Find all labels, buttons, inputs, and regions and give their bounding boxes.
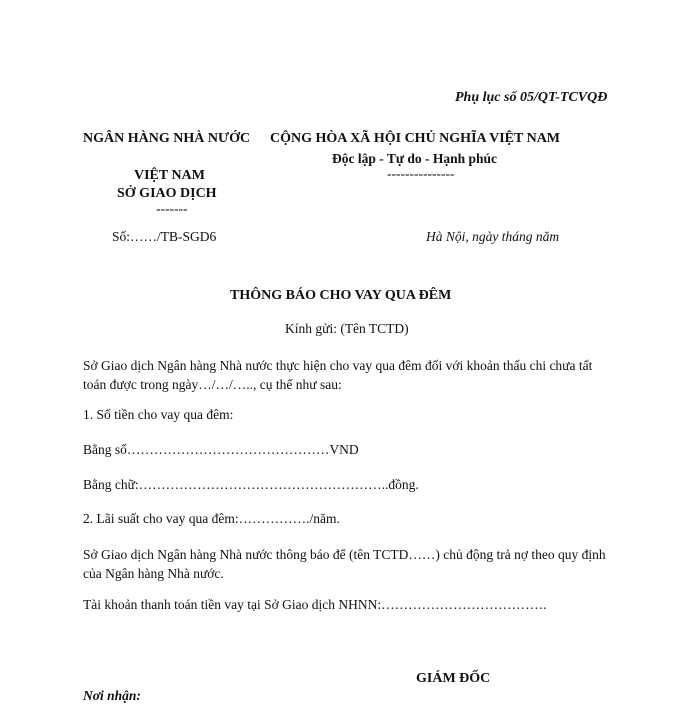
national-title: CỘNG HÒA XÃ HỘI CHỦ NGHĨA VIỆT NAM [270, 131, 561, 146]
amount-in-words: Bằng chữ:………………………………………………..đồng. [83, 477, 419, 492]
intro-paragraph: Sở Giao dịch Ngân hàng Nhà nước thực hiện cho vay qua đêm đối với khoản thấu chi chưa tất toán được trong ngày…/…/….., cụ thể như sau: [83, 358, 593, 392]
issuer-name: NGÂN HÀNG NHÀ NƯỚC [83, 131, 251, 146]
document-number: Số:……/TB-SGD6 [112, 229, 217, 244]
recipient-line: Kính gửi: (Tên TCTD) [285, 321, 409, 336]
issuer-department: SỞ GIAO DỊCH [117, 186, 217, 201]
account-line: Tài khoản thanh toán tiền vay tại Sở Giao dịch NHNN:………………………………. [83, 597, 547, 612]
issuer-name-line2: VIỆT NAM [134, 168, 205, 183]
notice-paragraph: Sở Giao dịch Ngân hàng Nhà nước thông báo để (tên TCTD……) chủ động trả nợ theo quy định của Ngân hàng Nhà nước. [83, 547, 606, 581]
item-interest-rate: 2. Lãi suất cho vay qua đêm:……………./năm. [83, 511, 340, 526]
item-loan-amount: 1. Số tiền cho vay qua đêm: [83, 407, 234, 422]
appendix-label: Phụ lục số 05/QT-TCVQĐ [455, 90, 608, 105]
document-title: THÔNG BÁO CHO VAY QUA ĐÊM [230, 288, 452, 303]
issuer-divider: ------- [156, 201, 188, 216]
recipients-label: Nơi nhận: [83, 688, 141, 703]
signer-title: GIÁM ĐỐC [416, 671, 491, 686]
national-motto: Độc lập - Tự do - Hạnh phúc [332, 151, 498, 166]
motto-divider: --------------- [387, 166, 455, 181]
place-date: Hà Nội, ngày tháng năm [426, 229, 560, 244]
amount-in-figures: Bằng số………………………………………VND [83, 442, 359, 457]
